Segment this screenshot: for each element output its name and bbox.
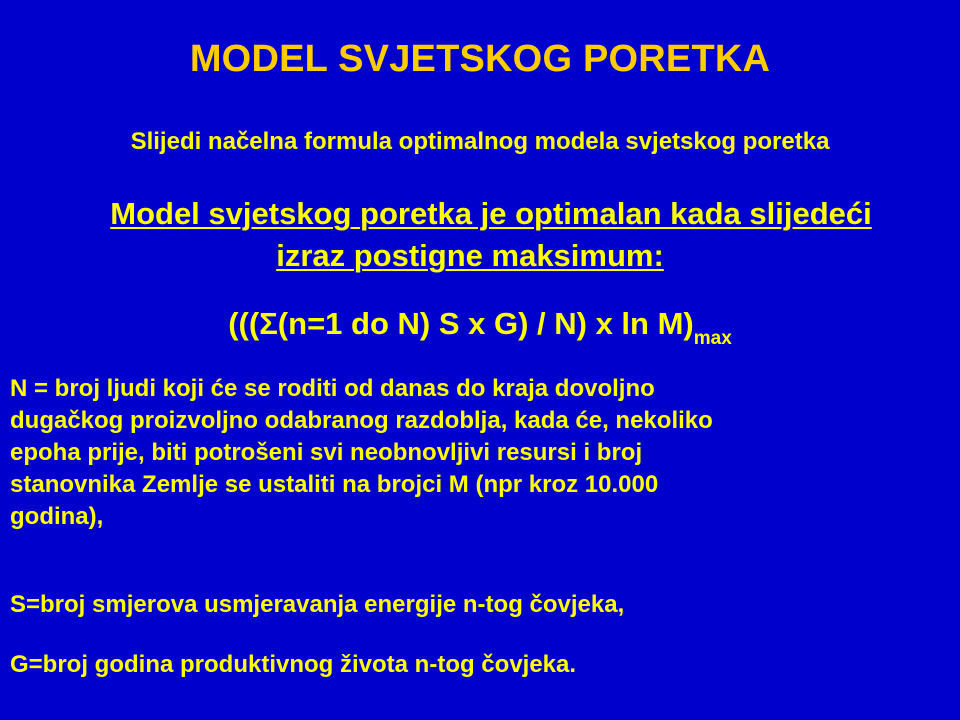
definition-n-line-5: godina), xyxy=(10,503,104,530)
definition-n-line-2: dugačkog proizvoljno odabranog razdoblja, kada će, nekoliko xyxy=(10,407,713,434)
formula xyxy=(0,306,960,349)
definition-s: S=broj smjerova usmjeravanja energije n-tog čovjeka, xyxy=(10,591,625,618)
formula-main: (((Σ(n=1 do N) S x G) / N) x ln M) xyxy=(228,306,694,341)
statement-line-1: Model svjetskog poretka je optimalan kada slijedeći xyxy=(110,196,872,231)
formula-subscript: max xyxy=(693,328,732,349)
definition-g: G=broj godina produktivnog života n-tog čovjeka. xyxy=(10,651,577,678)
slide-subtitle: Slijedi načelna formula optimalnog modela svjetskog poretka xyxy=(130,128,830,155)
statement-line-2: izraz postigne maksimum: xyxy=(276,238,664,273)
definition-n xyxy=(10,373,950,533)
definition-n-line-3: epoha prije, biti potrošeni svi neobnovljivi resursi i broj xyxy=(10,439,643,466)
definition-n-line-4: stanovnika Zemlje se ustaliti na brojci M (npr kroz 10.000 xyxy=(10,471,659,498)
slide-title: MODEL SVJETSKOG PORETKA xyxy=(189,38,771,80)
optimality-statement xyxy=(0,193,960,277)
definition-n-line-1: N = broj ljudi koji će se roditi od danas do kraja dovoljno xyxy=(10,375,655,402)
